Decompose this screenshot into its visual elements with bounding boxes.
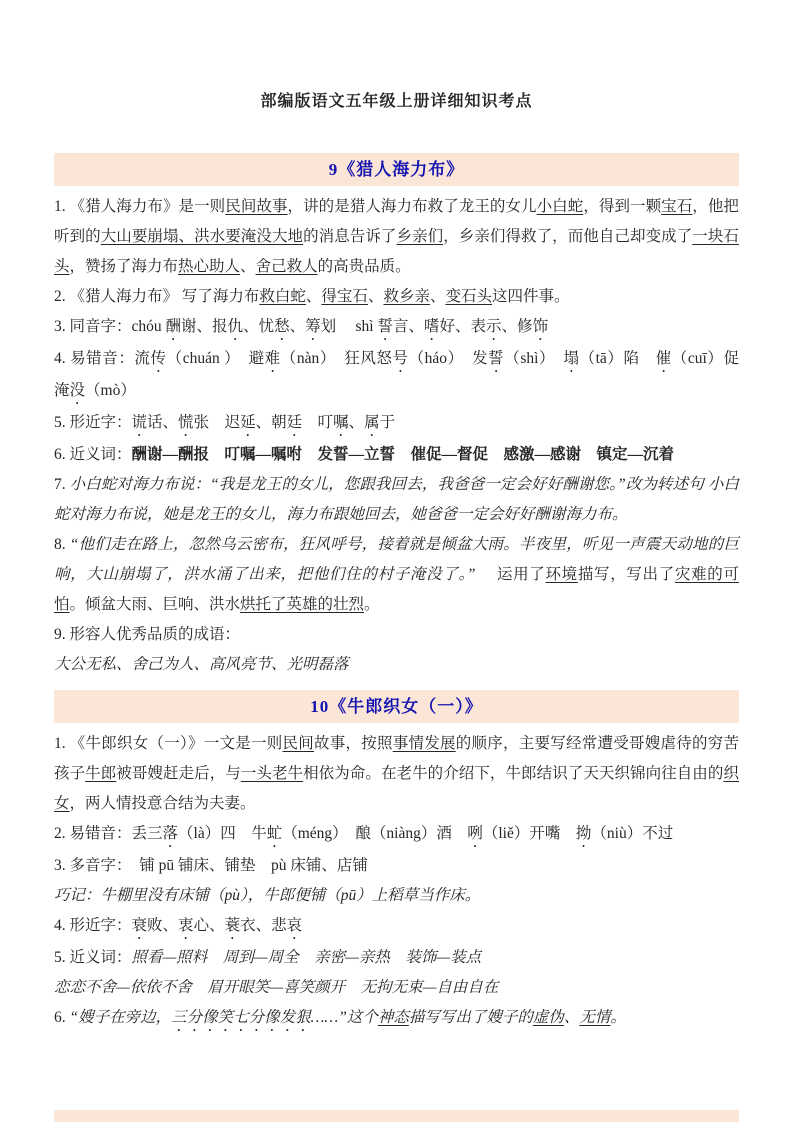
underlined-text: 一块石头 <box>54 228 739 275</box>
dot-emphasized-text: 催 <box>655 350 672 367</box>
text-segment: ，得到一颗 <box>583 198 662 215</box>
paragraph <box>54 440 739 470</box>
section-10-body <box>54 729 739 1035</box>
dot-emphasized-text: 廷 <box>286 414 303 431</box>
text-segment: 好、表 <box>439 318 487 335</box>
text-segment: ，他把听到的 <box>54 198 739 245</box>
text-segment: 的高贵品质。 <box>317 258 411 275</box>
text-segment: ，讲的是猎人海力布救了龙王的女儿 <box>287 198 537 215</box>
text-segment: （méng） 酿（niàng）酒 <box>282 825 468 842</box>
dot-emphasized-text: 咧 <box>467 825 483 842</box>
underlined-text: 舍己救人 <box>255 258 318 275</box>
underlined-text: 救白蛇 <box>259 288 306 305</box>
text-segment: 5. 形近字： <box>54 414 132 431</box>
text-segment: 、 <box>348 414 365 431</box>
text-segment: 言、 <box>392 318 424 335</box>
text-segment: ，乡亲们得救了，而他自己却变成了 <box>443 228 693 245</box>
text-segment: 小白蛇对海力布说：“我是龙王的女儿，您跟我回去，我爸爸一定会好好酬谢您。”改为转述句 小白蛇对海力布说，她是龙王的女儿，海力布跟她回去，她爸爸一定会好好酬谢海力布。 <box>54 476 740 523</box>
underlined-text: 灾难的可怕 <box>54 566 739 613</box>
underlined-text: 民间故事 <box>225 198 288 215</box>
text-segment: 3. 多音字： 铺 pū 铺床、铺垫 pù 床铺、店铺 <box>54 857 368 874</box>
dot-emphasized-text: 仇 <box>227 318 244 335</box>
text-segment: ，赞扬了海力布 <box>69 258 179 275</box>
text-segment: 2. 《猎人海力布》 写了海力布 <box>54 288 260 305</box>
text-segment: 4. 形近字： <box>54 917 132 934</box>
text-segment: 话、 <box>147 414 179 431</box>
underlined-text: 织女 <box>54 765 739 812</box>
text-segment: 的消息告诉了 <box>303 228 397 245</box>
text-segment: （liě）开嘴 <box>482 825 576 842</box>
dot-emphasized-text: 嗜 <box>424 318 440 335</box>
text-segment: ，两人情投意合结为夫妻。 <box>69 795 256 812</box>
text-segment: 巧记：牛棚里没有床铺（pù），牛郎便铺（pū）上稻草当作床。 <box>54 887 481 904</box>
text-segment: （mò） <box>85 382 136 399</box>
text-segment: （háo） 发 <box>408 350 489 367</box>
text-segment: 7. <box>54 476 70 493</box>
text-segment: 、 <box>240 258 256 275</box>
text-segment: 6. <box>54 1009 70 1026</box>
dot-emphasized-text: 誓 <box>377 318 393 335</box>
text-segment: 谢、报 <box>181 318 228 335</box>
dot-emphasized-text: 延 <box>240 414 256 431</box>
paragraph <box>54 973 739 1003</box>
dot-emphasized-text: 谎 <box>131 414 148 431</box>
text-segment: 败、 <box>147 917 179 934</box>
text-segment: 、 <box>367 288 384 305</box>
dot-emphasized-text: 属 <box>364 414 380 431</box>
text-segment: ……”这个 <box>310 1009 378 1026</box>
text-segment: 的顺序，主要写经常遭受哥嫂虐待的穷苦孩子 <box>54 735 739 782</box>
dot-emphasized-text: 拗 <box>575 825 592 842</box>
text-segment: （chuán ） 避 <box>166 350 265 367</box>
text-segment: “他们走在路上，忽然乌云密布，狂风呼号，接着就是倾盆大雨。半夜里，听见一声震天动地的巨响，大山崩塌了，洪水涌了出来，把他们住的村子淹没了。” <box>54 536 740 583</box>
text-segment: 9. 形容人优秀品质的成语： <box>54 626 241 643</box>
text-segment: 恋恋不舍—依依不舍 眉开眼笑—喜笑颜开 无拘无束—自由自在 <box>54 979 499 996</box>
dot-emphasized-text: 传 <box>150 350 167 367</box>
underlined-text: 牛郎 <box>85 765 117 782</box>
underlined-text: 大山要崩塌、洪水要淹没大地 <box>100 228 304 245</box>
paragraph <box>54 1003 739 1035</box>
dot-emphasized-text: 塌 <box>563 350 580 367</box>
underlined-text: 乡亲们 <box>396 228 444 245</box>
text-segment: 3. 同音字：chóu <box>54 318 166 335</box>
text-segment: 酬谢—酬报 叮嘱—嘱咐 发誓—立誓 催促—督促 感激—感谢 镇定—沉着 <box>131 446 675 463</box>
text-segment: 、忧 <box>243 318 275 335</box>
underlined-text: 宝石 <box>661 198 693 215</box>
paragraph <box>54 408 739 440</box>
paragraph <box>54 282 739 312</box>
text-segment: 这四件事。 <box>492 288 570 305</box>
dot-emphasized-text: 示 <box>486 318 502 335</box>
dot-emphasized-text: 慌 <box>178 414 194 431</box>
text-segment: 8. <box>54 536 70 553</box>
text-segment: 。 <box>610 1009 626 1026</box>
text-segment: 5. 近义词： <box>54 949 132 966</box>
section-9-body <box>54 192 755 680</box>
section-10-header: 10《牛郎织女（一）》 <box>54 690 739 723</box>
dot-emphasized-text: 三分像笑七分像发狠 <box>171 1009 311 1026</box>
text-segment: 大公无私、舍己为人、高风亮节、光明磊落 <box>54 656 349 673</box>
text-segment: （cuī）促 淹 <box>54 350 755 399</box>
paragraph <box>54 344 755 408</box>
dot-emphasized-text: 哀 <box>286 917 303 934</box>
section-9-header: 9《猎人海力布》 <box>54 153 739 186</box>
text-segment: 。倾盆大雨、巨响、洪水 <box>69 596 241 613</box>
underlined-text: 事情发展 <box>392 735 456 752</box>
text-segment: 运用了 <box>475 566 546 583</box>
text-segment: （nàn） 狂风怒 <box>280 350 393 367</box>
text-segment: 、朝 <box>255 414 287 431</box>
dot-emphasized-text: 嘱 <box>333 414 349 431</box>
dot-emphasized-text: 衰 <box>131 917 148 934</box>
dot-emphasized-text: 饰 <box>532 318 549 335</box>
next-section-header-partial <box>54 1110 739 1122</box>
text-segment: 衣、悲 <box>240 917 287 934</box>
text-segment: 叮 <box>302 414 334 431</box>
text-segment: 于 <box>379 414 396 431</box>
text-segment: 、 <box>429 288 446 305</box>
text-segment: 1. 《猎人海力布》是一则 <box>54 198 226 215</box>
text-segment: 、 <box>305 288 322 305</box>
underlined-text: 救乡亲 <box>383 288 430 305</box>
text-segment: 6. 近义词： <box>54 446 132 463</box>
text-segment: （shì） <box>504 350 564 367</box>
text-segment: 、 <box>289 318 306 335</box>
paragraph <box>54 650 739 680</box>
page-title: 部编版语文五年级上册详细知识考点 <box>260 93 533 110</box>
text-segment: 划 shì <box>320 318 378 335</box>
text-segment: 、修 <box>501 318 533 335</box>
text-segment: 。 <box>364 596 380 613</box>
underlined-text: 烘托了英雄的壮烈 <box>240 596 365 613</box>
text-segment: （tā）陷 <box>579 350 656 367</box>
underlined-text: 民间 <box>282 735 314 752</box>
dot-emphasized-text: 誓 <box>488 350 505 367</box>
text-segment: 描写，写出了 <box>577 566 675 583</box>
paragraph <box>54 729 739 819</box>
underlined-text: 虚伪 <box>532 1009 564 1026</box>
text-segment: 2. 易错音：丢三 <box>54 825 163 842</box>
underlined-text: 变石头 <box>445 288 492 305</box>
text-segment: 照看—照料 周到—周全 亲密—亲热 装饰—装点 <box>131 949 482 966</box>
text-segment: 相依为命。在老牛的介绍下，牛郎结识了天天织锦向往自由的 <box>303 765 724 782</box>
text-segment: （là）四 牛 <box>178 825 267 842</box>
underlined-text: 环境 <box>545 566 578 583</box>
text-segment: 4. 易错音：流 <box>54 350 151 367</box>
paragraph <box>54 943 739 973</box>
dot-emphasized-text: 落 <box>162 825 179 842</box>
dot-emphasized-text: 酬 <box>165 318 182 335</box>
section-lesson-10 <box>54 690 739 1035</box>
paragraph <box>54 851 739 881</box>
section-lesson-9 <box>54 153 755 680</box>
dot-emphasized-text: 没 <box>69 382 86 399</box>
paragraph <box>54 819 739 851</box>
text-segment: 、 <box>563 1009 580 1026</box>
text-segment: 张 迟 <box>193 414 241 431</box>
dot-emphasized-text: 愁 <box>274 318 290 335</box>
paragraph <box>54 470 739 530</box>
dot-emphasized-text: 筹 <box>305 318 321 335</box>
paragraph <box>54 911 739 943</box>
text-segment: （niù）不过 <box>591 825 674 842</box>
underlined-text: 一头老牛 <box>240 765 304 782</box>
dot-emphasized-text: 虻 <box>266 825 283 842</box>
paragraph <box>54 530 739 620</box>
text-segment: 被哥嫂赶走后，与 <box>116 765 241 782</box>
text-segment: 故事，按照 <box>313 735 393 752</box>
text-segment: 描写写出了嫂子的 <box>408 1009 533 1026</box>
underlined-text: 热心助人 <box>178 258 241 275</box>
underlined-text: 小白蛇 <box>536 198 584 215</box>
dot-emphasized-text: 号 <box>392 350 409 367</box>
paragraph <box>54 312 739 344</box>
paragraph <box>54 620 739 650</box>
dot-emphasized-text: 衷 <box>178 917 194 934</box>
dot-emphasized-text: 蓑 <box>224 917 241 934</box>
underlined-text: 得宝石 <box>321 288 368 305</box>
text-segment: 心、 <box>193 917 225 934</box>
dot-emphasized-text: 难 <box>264 350 281 367</box>
paragraph <box>54 881 739 911</box>
paragraph <box>54 192 739 282</box>
underlined-text: 无情 <box>579 1009 611 1026</box>
text-segment: 1. 《牛郎织女（一）》一文是一则 <box>54 735 283 752</box>
underlined-text: 神态 <box>377 1009 409 1026</box>
text-segment: “嫂子在旁边， <box>69 1009 172 1026</box>
